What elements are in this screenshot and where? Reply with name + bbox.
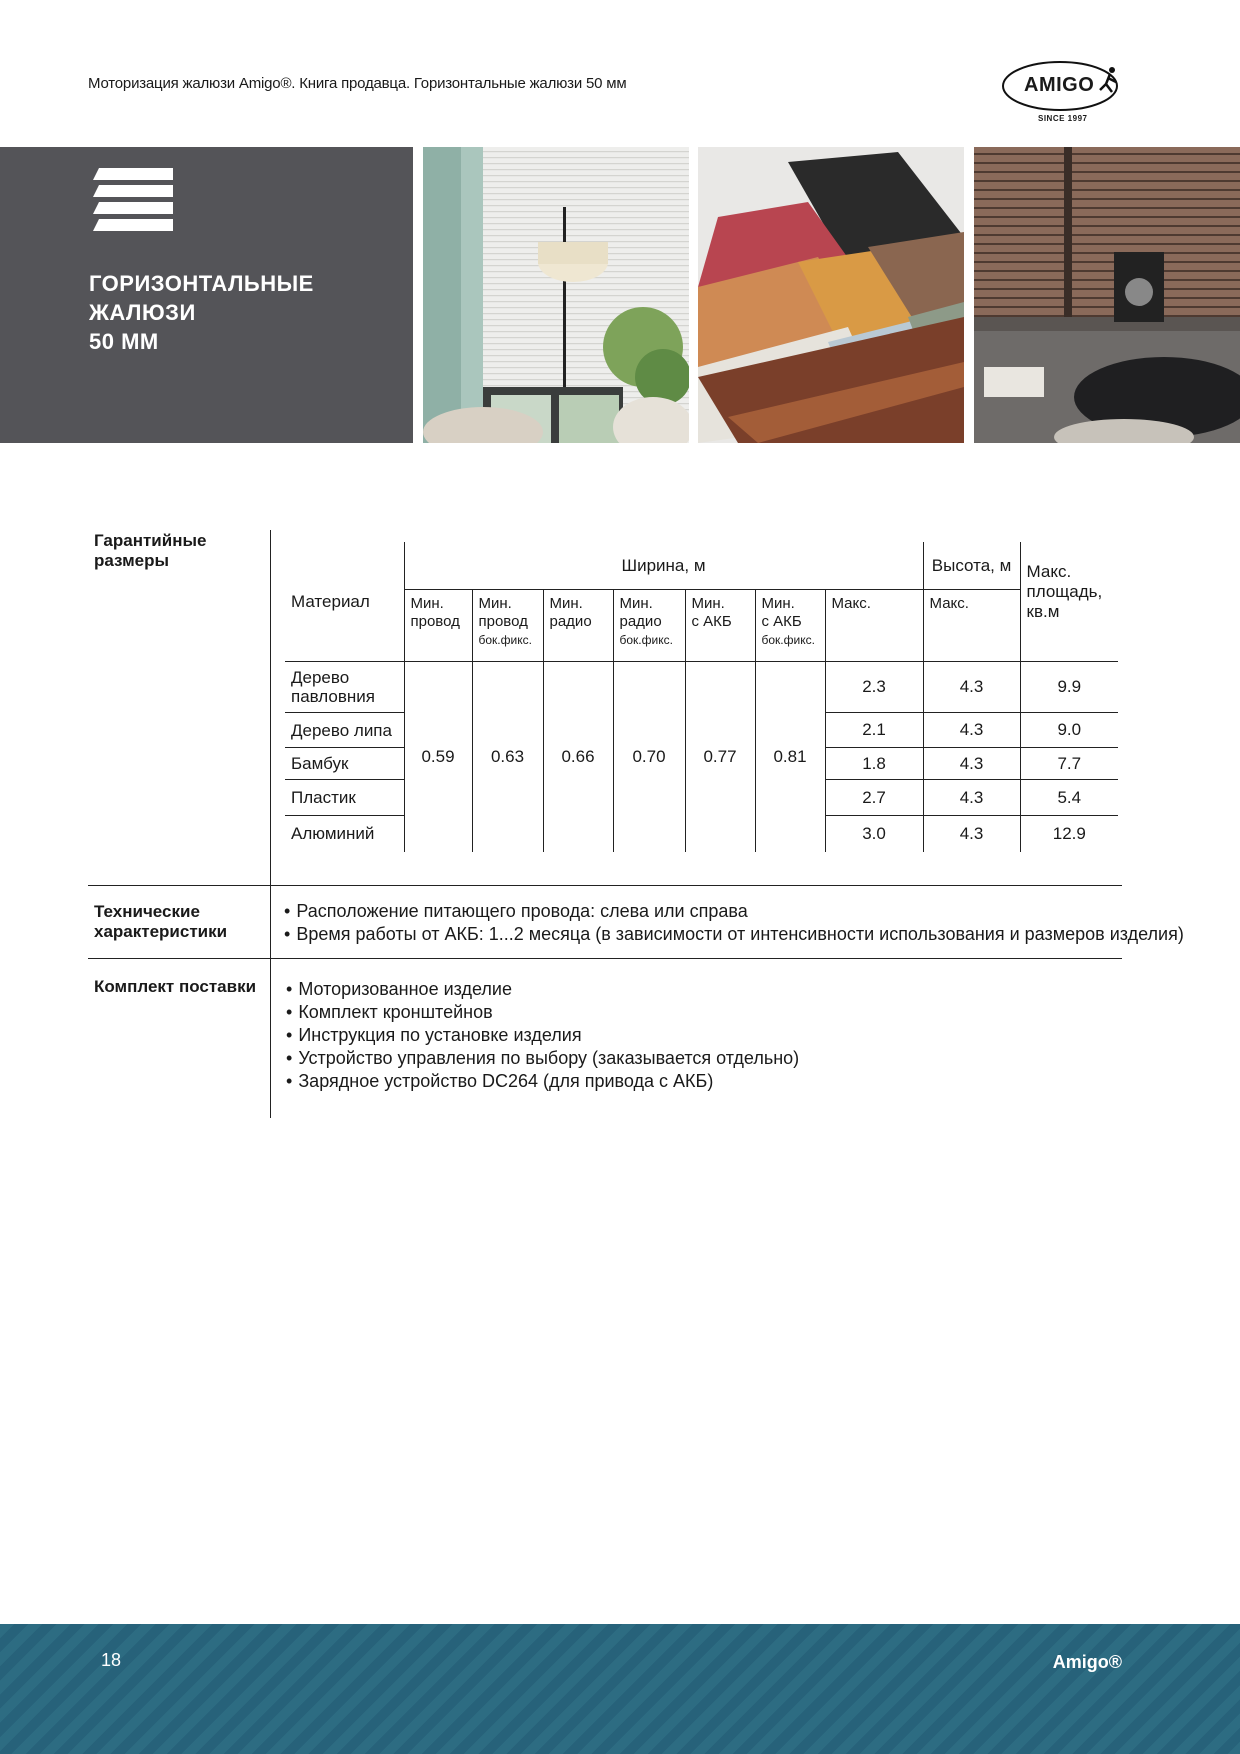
col-header-min-battery: Мин. с АКБ — [685, 590, 755, 662]
width-max-cell: 3.0 — [825, 816, 923, 852]
page-number: 18 — [101, 1650, 122, 1670]
width-max-cell: 2.3 — [825, 662, 923, 713]
kit-item: • Инструкция по установке изделия — [286, 1024, 799, 1047]
footer — [0, 1624, 1240, 1754]
col-header-min-wire-side: Мин. провод бок.фикс. — [472, 590, 543, 662]
photo-slat-samples — [698, 147, 964, 443]
area-cell: 5.4 — [1020, 780, 1118, 816]
banner-title — [89, 269, 314, 356]
height-max-cell: 4.3 — [923, 816, 1020, 852]
kit-item: • Моторизованное изделие — [286, 978, 799, 1001]
height-max-cell: 4.3 — [923, 748, 1020, 780]
photo-white-blinds-room — [423, 147, 689, 443]
area-cell: 7.7 — [1020, 748, 1118, 780]
sizes-table — [285, 542, 1118, 852]
col-header-height-max: Макс. — [923, 590, 1020, 662]
section-divider — [88, 885, 1122, 886]
min-value-cell: 0.81 — [755, 662, 825, 852]
kit-item: • Устройство управления по выбору (заказывается отдельно) — [286, 1047, 799, 1070]
material-header: Материал — [285, 542, 404, 662]
document-title: Моторизация жалюзи Amigo®. Книга продавца. Горизонтальные жалюзи 50 мм — [88, 75, 627, 92]
footer-brand: Amigo® — [1052, 1652, 1122, 1672]
amigo-logo — [1002, 58, 1124, 128]
kit-list — [286, 978, 799, 1093]
banner-title-line: 50 ММ — [89, 329, 159, 354]
width-header: Ширина, м — [404, 542, 923, 590]
height-header: Высота, м — [923, 542, 1020, 590]
width-max-cell: 1.8 — [825, 748, 923, 780]
tech-item: • Расположение питающего провода: слева или справа — [284, 900, 1184, 923]
col-header-min-wire: Мин. провод — [404, 590, 472, 662]
material-cell: Бамбук — [285, 748, 404, 780]
sizes-label: Гарантийные размеры — [94, 531, 207, 570]
kit-item: • Зарядное устройство DC264 (для привода с АКБ) — [286, 1070, 799, 1093]
kit-item: • Комплект кронштейнов — [286, 1001, 799, 1024]
height-max-cell: 4.3 — [923, 713, 1020, 748]
min-value-cell: 0.63 — [472, 662, 543, 852]
logo-since-text: SINCE 1997 — [1038, 114, 1088, 123]
area-cell: 9.9 — [1020, 662, 1118, 713]
tech-item: • Время работы от АКБ: 1...2 месяца (в зависимости от интенсивности использования и размеров изделия) — [284, 923, 1184, 946]
area-cell: 9.0 — [1020, 713, 1118, 748]
area-cell: 12.9 — [1020, 816, 1118, 852]
material-cell: Пластик — [285, 780, 404, 816]
logo-wordmark: AMIGO — [1024, 74, 1095, 96]
col-header-min-battery-side: Мин. с АКБ бок.фикс. — [755, 590, 825, 662]
banner — [0, 147, 1240, 443]
height-max-cell: 4.3 — [923, 662, 1020, 713]
tech-list — [284, 900, 1184, 946]
height-max-cell: 4.3 — [923, 780, 1020, 816]
photo-wood-blinds-interior — [974, 147, 1240, 443]
horizontal-blinds-icon — [93, 168, 173, 242]
min-value-cell: 0.59 — [404, 662, 472, 852]
material-cell: Дерево павловния — [285, 662, 404, 713]
banner-title-line: ГОРИЗОНТАЛЬНЫЕ — [89, 271, 314, 296]
tech-label: Технические характеристики — [94, 902, 228, 941]
section-divider — [88, 958, 1122, 959]
col-header-min-radio-side: Мин. радио бок.фикс. — [613, 590, 685, 662]
banner-panel — [0, 147, 413, 443]
min-value-cell: 0.70 — [613, 662, 685, 852]
material-cell: Алюминий — [291, 824, 375, 844]
material-cell: Дерево липа — [285, 713, 404, 748]
area-header: Макс. площадь, кв.м — [1020, 542, 1118, 662]
kit-label: Комплект поставки — [94, 977, 257, 996]
section-divider-vertical — [270, 530, 271, 1118]
min-value-cell: 0.66 — [543, 662, 613, 852]
banner-title-line: ЖАЛЮЗИ — [89, 300, 196, 325]
col-header-width-max: Макс. — [825, 590, 923, 662]
width-max-cell: 2.1 — [825, 713, 923, 748]
col-header-min-radio: Мин. радио — [543, 590, 613, 662]
width-max-cell: 2.7 — [825, 780, 923, 816]
min-value-cell: 0.77 — [685, 662, 755, 852]
